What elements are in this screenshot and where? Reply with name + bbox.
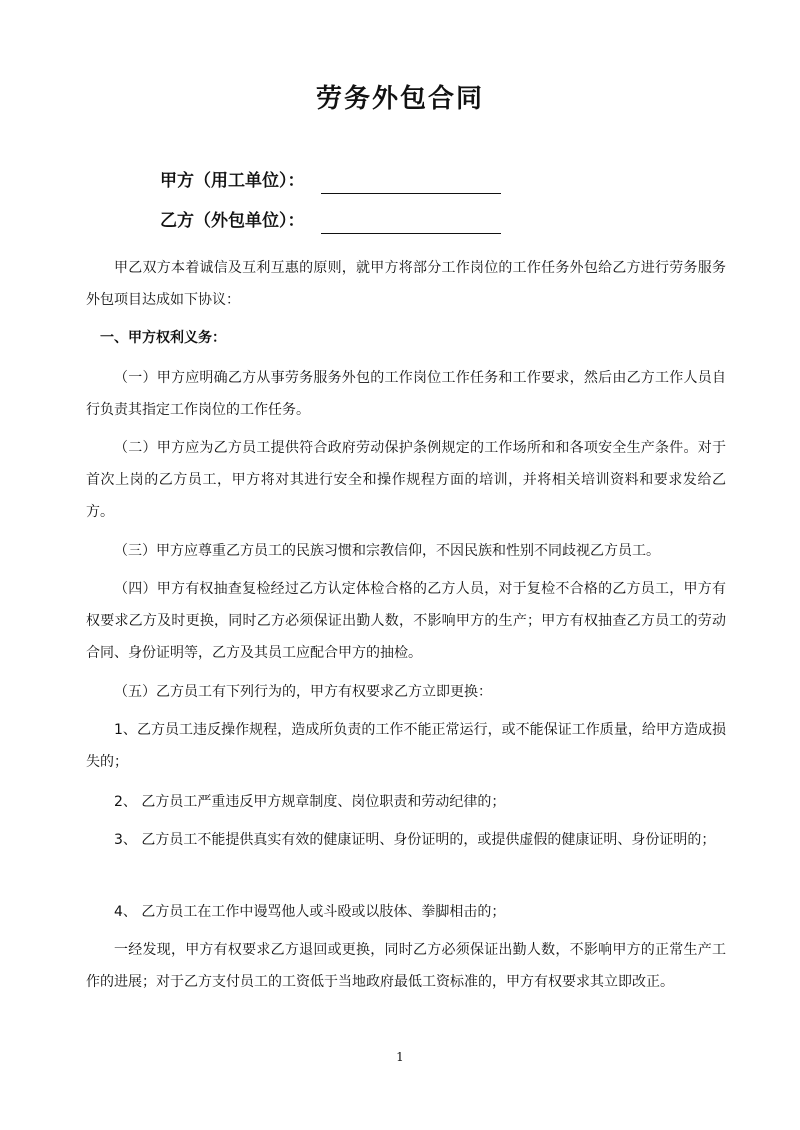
intro-paragraph: 甲乙双方本着诚信及互利互惠的原则，就甲方将部分工作岗位的工作任务外包给乙方进行劳务服务外包项目达成如下协议： [86, 260, 726, 308]
list-item-1: 1、乙方员工违反操作规程，造成所负责的工作不能正常运行，或不能保证工作质量，给甲方造成损失的； [86, 722, 726, 770]
party-b-line [160, 208, 501, 234]
party-a-label: 甲方（用工单位）： [160, 171, 305, 191]
list-item-3: 3、 乙方员工不能提供真实有效的健康证明、身份证明的，或提供虚假的健康证明、身份证明的； [114, 832, 716, 848]
clause-4: （四）甲方有权抽查复检经过乙方认定体检合格的乙方人员，对于复检不合格的乙方员工，甲方有权要求乙方及时更换，同时乙方必须保证出勤人数，不影响甲方的生产；甲方有权抽查乙方员工的劳动合同、身份证明等，乙方及其员工应配合甲方的抽检。 [86, 581, 726, 661]
clause-2: （二）甲方应为乙方员工提供符合政府劳动保护条例规定的工作场所和和各项安全生产条件。对于首次上岗的乙方员工，甲方将对其进行安全和操作规程方面的培训，并将相关培训资料和要求发给乙方。 [86, 440, 726, 520]
closing-paragraph: 一经发现，甲方有权要求乙方退回或更换，同时乙方必须保证出勤人数，不影响甲方的正常生产工作的进展；对于乙方支付员工的工资低于当地政府最低工资标准的，甲方有权要求其立即改正。 [86, 942, 726, 990]
page-number: 1 [396, 1050, 404, 1064]
party-b-label: 乙方（外包单位）： [160, 211, 305, 231]
party-b-blank [321, 215, 501, 234]
list-item-4: 4、 乙方员工在工作中谩骂他人或斗殴或以肢体、拳脚相击的； [114, 904, 506, 920]
section-heading: 一、甲方权利义务： [100, 330, 226, 346]
party-a-blank [321, 175, 501, 194]
party-a-line [160, 168, 501, 194]
list-item-2: 2、 乙方员工严重违反甲方规章制度、岗位职责和劳动纪律的； [114, 794, 506, 810]
clause-5: （五）乙方员工有下列行为的，甲方有权要求乙方立即更换： [114, 684, 492, 700]
document-title: 劳务外包合同 [315, 84, 484, 114]
clause-3: （三）甲方应尊重乙方员工的民族习惯和宗教信仰，不因民族和性别不同歧视乙方员工。 [114, 543, 660, 559]
clause-1: （一）甲方应明确乙方从事劳务服务外包的工作岗位工作任务和工作要求，然后由乙方工作人员自行负责其指定工作岗位的工作任务。 [86, 370, 726, 418]
